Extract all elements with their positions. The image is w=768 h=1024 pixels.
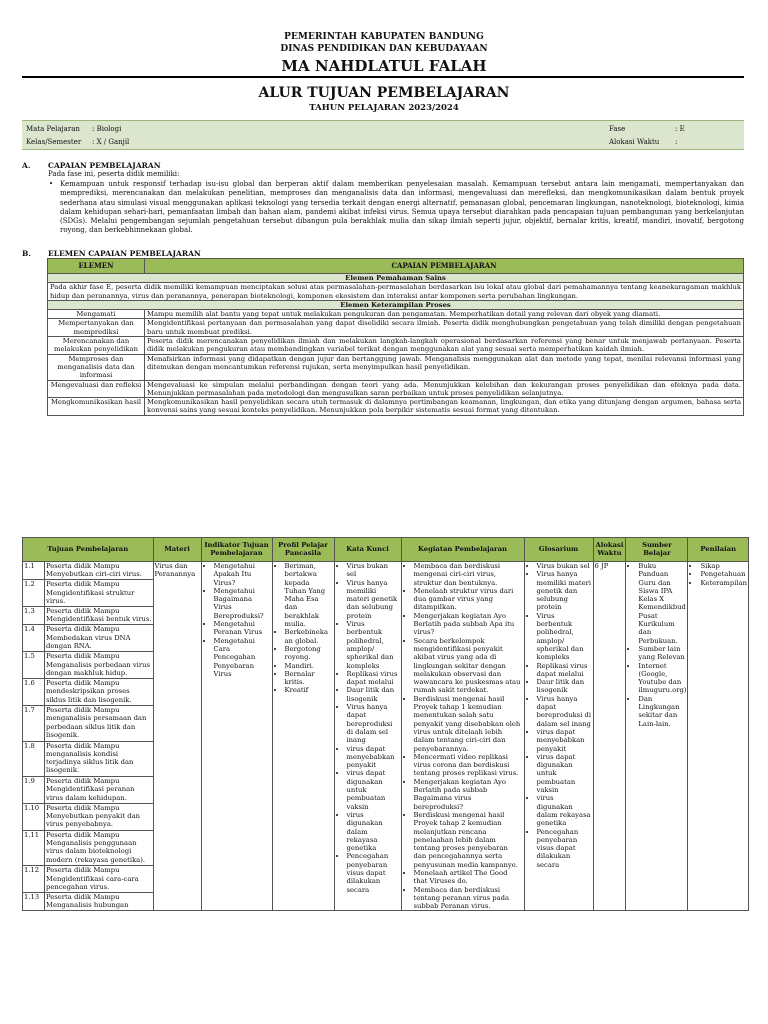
header-department: DINAS PENDIDIKAN DAN KEBUDAYAAN: [280, 44, 488, 54]
profil-item: • Berkebineka an global.: [285, 628, 333, 645]
sumber-item: • Internet (Google, Youtube dan ilmuguru.org): [638, 662, 686, 695]
materi-cell: Virus dan Peranannya: [153, 562, 201, 911]
tujuan-number: 1.5: [23, 652, 45, 679]
tujuan-number: 1.7: [23, 706, 45, 741]
tp-header-glosarium: Glosarium: [524, 538, 593, 562]
indikator-cell: [201, 562, 272, 911]
tujuan-text: Peserta didik Mampu menganalisis kondisi terjadinya siklus litik dan lisogenik.: [45, 741, 154, 776]
kata-kunci-item: • Virus hanya memiliki materi genetik dan selubung protein: [347, 579, 400, 620]
tujuan-text: Peserta didik Mampu menganalisis persamaan dan perbedaan siklus litik dan lisogenik.: [45, 706, 154, 741]
table-row: [48, 354, 744, 380]
fase-label: Fase: [609, 125, 626, 133]
glosarium-item: • Replikasi virus dapat melalui: [537, 662, 592, 679]
indikator-item: • Mengetahui Apakah Itu Virus?: [214, 562, 271, 587]
section-b-title: ELEMEN CAPAIAN PEMBELAJARAN: [48, 249, 201, 258]
indikator-item: • Mengetahui Bagaimana Virus Bereproduksi?: [214, 587, 271, 620]
glosarium-cell: [524, 562, 593, 911]
capaian-col-header: CAPAIAN PEMBELAJARAN: [145, 259, 744, 274]
sumber-item: • Sumber lain yang Relevan: [638, 645, 686, 662]
kata-kunci-item: • Replikasi virus dapat melalui: [347, 670, 400, 687]
glosarium-item: • Daur litik dan lisogenik: [537, 678, 592, 695]
header-school-name: MA NAHDLATUL FALAH: [281, 57, 487, 75]
penilaian-list: [689, 562, 747, 587]
profil-cell: [272, 562, 334, 911]
capaian-cell: Peserta didik merencanakan penyelidikan ilmiah dan melakukan langkah-langkah operasional berdasarkan referensi yang benar untuk menjawab pertanyaan. Peserta didik melakukan pengukuran atau membandingkan variabel terikat dengan menggunakan alat yang sesuai serta memperhatikan kaidah ilmiah.: [145, 337, 744, 355]
proses-title: Elemen Keterampilan Proses: [48, 300, 744, 309]
tp-header-kata-kunci: Kata Kunci: [334, 538, 401, 562]
profil-item: • Bergotong royong.: [285, 645, 333, 662]
kata-kunci-item: • Pencegahan penyebaran visus dapat dilakukan secara: [347, 852, 400, 893]
tp-header-indikator: Indikator Tujuan Pembelajaran: [201, 538, 272, 562]
profil-item: • Kreatif: [285, 686, 333, 694]
glosarium-item: • Virus bukan sel: [537, 562, 592, 570]
section-a-intro: Pada fase ini, peserta didik memiliki:: [48, 170, 180, 178]
profil-item: • Beriman, bertakwa kepada Tuhan Yang Maha Esa dan berakhlak mulia.: [285, 562, 333, 628]
glosarium-item: • Virus hanya memiliki materi genetik dan selubung protein: [537, 570, 592, 611]
document-title: ALUR TUJUAN PEMBELAJARAN: [258, 85, 510, 101]
elemen-cell: Merencanakan dan melakukan penyelidikan: [48, 337, 145, 355]
kegiatan-item: • Mengerjakan kegiatan Ayo Berlatih pada subbab Apa itu virus?: [414, 612, 523, 637]
tujuan-number: 1.10: [23, 803, 45, 830]
fase-value: : E: [675, 125, 685, 133]
kegiatan-cell: [401, 562, 524, 911]
glosarium-list: [526, 562, 592, 869]
glosarium-item: • virus dapat menyebabkan penyakit: [537, 728, 592, 753]
table-row: [48, 380, 744, 398]
tujuan-text: Peserta didik Mampu Mengidentifikasi cara-cara pencegahan virus.: [45, 866, 154, 893]
tujuan-text: Peserta didik Mampu Menganalisis hubungan: [45, 893, 154, 911]
tp-header-alokasi: Alokasi Waktu: [593, 538, 626, 562]
kegiatan-item: • Membaca dan berdiskusi mengenai ciri-ciri virus, struktur dan bentuknya.: [414, 562, 523, 587]
glosarium-item: • Pencegahan penyebaran visus dapat dilakukan secara: [537, 828, 592, 869]
indikator-item: • Mengetahui Peranan Virus: [214, 620, 271, 637]
capaian-cell: Menafsirkan informasi yang didapatkan dengan jujur dan bertanggung jawab. Menganalisis menggunakan alat dan metode yang tepat, menilai relevansi informasi yang ditemukan dengan mencantumkan referensi rujukan, serta menyimpulkan hasil penyelidikan.: [145, 354, 744, 380]
table-row: [48, 337, 744, 355]
section-a-bullet: [49, 180, 744, 236]
alokasi-cell: 6 JP: [593, 562, 626, 911]
alokasi-value: :: [675, 138, 678, 146]
section-a-bullet-text: Kemampuan untuk responsif terhadap isu-isu global dan berperan aktif dalam memberikan penyelesaian masalah. Kemampuan tersebut antara lain mengamati, mempertanyakan dan memprediksi, merencanakan dan melakukan penelitian, memproses dan menganalisis data dan informasi, mengevaluasi dan merefleksi, dan mengkomunikasikan dalam bentuk proyek sederhana atau simulasi visual menggunakan aplikasi teknologi yang tersedia terkait dengan energi alternatif, pemanasan global, pencemaran lingkungan, nanoteknologi, bioteknologi, kimia dalam kehidupan sehari-hari, pemanfaatan limbah dan bahan alam, pandemi akibat infeksi virus. Semua upaya tersebut diarahkan pada pencapaian tujuan pembangunan yang berkelanjutan (SDGs). Melalui pengembangan sejumlah pengetahuan tersebut dibangun pula berakhlak mulia dan sikap ilmiah seperti jujur, objektif, bernalar kritis, kreatif, mandiri, inovatif, bergotong royong, dan berkebhinnekaan global.: [60, 180, 744, 235]
tujuan-text: Peserta didik Mampu Mengidentifikasi peranan virus dalam kehidupan.: [45, 777, 154, 804]
kegiatan-item: • Menelaah artikel The Good that Viruses do.: [414, 869, 523, 886]
kegiatan-item: • Berdiskusi mengenai hasil Proyek tahap 1 kemudian menentukan salah satu penyakit yang disebabkan oleh virus untuk ditelaah lebih dalam tentang ciri-ciri dan penyebarannya.: [414, 695, 523, 753]
alokasi-label: Alokasi Waktu: [609, 138, 660, 146]
elemen-cell: Mengkomunikasikan hasil: [48, 398, 145, 416]
tujuan-number: 1.9: [23, 777, 45, 804]
kegiatan-item: • Secara berkelompok mengidentifikasi penyakit akibat virus yang ada di lingkungan sekitar dengan melakukan observasi dan wawancara ke puskesmas atau rumah sakit terdekat.: [414, 637, 523, 695]
kata-kunci-item: • Daur litik dan lisogenik: [347, 686, 400, 703]
profil-item: • Bernalar kritis.: [285, 670, 333, 687]
kegiatan-item: • Membaca dan berdiskusi tentang peranan virus pada subbab Peranan virus.: [414, 886, 523, 911]
glosarium-item: • Virus hanya dapat bereproduksi di dalam sel inang: [537, 695, 592, 728]
kegiatan-list: [403, 562, 523, 910]
kelas-value: : X / Ganjil: [92, 138, 130, 146]
tp-header-materi: Materi: [153, 538, 201, 562]
penilaian-item: • Pengetahuan: [700, 570, 747, 578]
table-row: [48, 310, 744, 319]
tujuan-number: 1.1: [23, 562, 45, 580]
tujuan-number: 1.2: [23, 580, 45, 607]
tp-header-sumber: Sumber Belajar: [626, 538, 688, 562]
tujuan-text: Peserta didik Mampu Menyebutkan penyakit dan virus penyebabnya.: [45, 803, 154, 830]
kelas-label: Kelas/Semester: [26, 138, 82, 146]
tujuan-text: Peserta didik Mampu Membedakan virus DNA dengan RNA.: [45, 625, 154, 652]
tp-header-profil: Profil Pelajar Pancasila: [272, 538, 334, 562]
glosarium-item: • virus digunakan dalam rekayasa genetika: [537, 794, 592, 827]
profil-list: [274, 562, 333, 695]
capaian-cell: Mengkomunikasikan hasil penyelidikan secara utuh termasuk di dalamnya pertimbangan keamanan, lingkungan, dan etika yang ditunjang dengan argumen, bahasa serta konvensi sains yang sesuai konteks penyelidikan. Menunjukkan pola berpikir sistematis sesuai format yang ditentukan.: [145, 398, 744, 416]
tp-header-penilaian: Penilaian: [688, 538, 749, 562]
glosarium-item: • Virus berbentuk polihedral, amplop/ spherikal dan kompleks: [537, 612, 592, 662]
sumber-list: [627, 562, 686, 728]
kegiatan-item: • Mencermati video replikasi virus corona dan berdiskusi tentang proses replikasi virus.: [414, 753, 523, 778]
kata-kunci-item: • Virus hanya dapat bereproduksi di dalam sel inang: [347, 703, 400, 744]
profil-item: • Mandiri.: [285, 662, 333, 670]
kata-kunci-item: • Virus berbentuk polihedral, amplop/ spherikal dan kompleks: [347, 620, 400, 670]
kata-kunci-cell: [334, 562, 401, 911]
elemen-table: [47, 258, 744, 416]
kata-kunci-item: • Virus bukan sel: [347, 562, 400, 579]
tujuan-text: Peserta didik Mampu Mengidentifikasi bentuk virus.: [46, 607, 152, 624]
elemen-cell: Mengamati: [48, 310, 145, 319]
tujuan-text: Peserta didik Mampu Menganalisis perbedaan virus dengan makhluk hidup.: [45, 652, 154, 679]
tujuan-text: Peserta didik Mampu Menyebutkan ciri-ciri virus.: [45, 562, 154, 580]
mapel-value: : Biologi: [92, 125, 122, 133]
kata-kunci-item: • virus dapat menyebabkan penyakit: [347, 745, 400, 770]
table-row: [23, 562, 749, 580]
tujuan-number: 1.11: [23, 830, 45, 865]
elemen-cell: Memproses dan menganalisis data dan informasi: [48, 354, 145, 380]
penilaian-cell: [688, 562, 749, 911]
capaian-cell: Mampu memilih alat bantu yang tepat untuk melakukan pengukuran dan pengamatan. Memperhatikan detail yang relevan dari obyek yang diamati.: [145, 310, 744, 319]
header-government: PEMERINTAH KABUPATEN BANDUNG: [284, 32, 484, 42]
penilaian-item: • Sikap: [700, 562, 747, 570]
tujuan-text: Peserta didik Mampu mendeskripsikan proses siklus litik dan lisogenik.: [45, 679, 154, 706]
section-a-title: CAPAIAN PEMBELAJARAN: [48, 161, 161, 170]
kegiatan-item: • Berdiskusi mengenai hasil Proyek tahap 2 kemudian melanjutkan rencana penelaahan lebih dalam tentang proses penyebaran dan pencegahannya serta penyusunan media kampanye.: [414, 811, 523, 869]
capaian-cell: Mengidentifikasi pertanyaan dan permasalahan yang dapat diselidiki secara ilmiah. Peserta didik menghubungkan pengetahuan yang telah dimiliki dengan pengetahuan baru untuk membuat prediksi.: [145, 319, 744, 337]
kata-kunci-item: • virus digunakan dalam rekayasa genetika: [347, 811, 400, 852]
tp-header-kegiatan: Kegiatan Pembelajaran: [401, 538, 524, 562]
sumber-item: • Dan Lingkungan sekitar dan Lain-lain.: [638, 695, 686, 728]
kata-kunci-list: [336, 562, 400, 894]
pemahaman-text: Pada akhir fase E, peserta didik memiliki kemampuan menciptakan solusi atas permasalahan-permasalahan berdasarkan isu lokal atau global dari pemahamannya tentang keanekaragaman makhluk hidup dan peranannya, virus dan peranannya, penerapan bioteknologi, komponen ekosistem dan interaksi antar komponen serta perubahan lingkungan.: [48, 283, 744, 301]
tujuan-text: Peserta didik Mampu Menganalisis penggunaan virus dalam bioteknologi modern (rekayasa genetika).: [45, 830, 154, 865]
kegiatan-item: • Menelaah struktur virus dari dua gambar virus yang ditampilkan.: [414, 587, 523, 612]
elemen-cell: Mengevaluasi dan refleksi: [48, 380, 145, 398]
tujuan-number: 1.8: [23, 741, 45, 776]
tujuan-number: 1.13: [23, 893, 45, 911]
section-b-letter: B.: [22, 249, 31, 258]
indikator-item: • Mengetahui Cara Pencegahan Penyebaran Virus: [214, 637, 271, 678]
bullet-icon: •: [49, 180, 54, 188]
tujuan-number: 1.4: [23, 625, 45, 652]
sumber-cell: [626, 562, 688, 911]
elemen-cell: Mempertanyakan dan memprediksi: [48, 319, 145, 337]
section-a-letter: A.: [22, 161, 31, 170]
capaian-cell: Mengevaluasi ke simpulan melalui perbandingan dengan teori yang ada. Menunjukkan kelebihan dan kekurangan proses penyelidikan dan efeknya pada data. Menunjukkan permasalahan pada metodologi dan mengusulkan saran perbaikan untuk proses penyelidikan selanjutnya.: [145, 380, 744, 398]
tujuan-number: 1.12: [23, 866, 45, 893]
tp-header-tujuan: Tujuan Pembelajaran: [23, 538, 154, 562]
table-row: [48, 398, 744, 416]
sumber-item: • Buku Panduan Guru dan Siswa IPA Kelas X Kemendikbud Pusat Kurikulum dan Perbukuan.: [638, 562, 686, 645]
penilaian-item: • Keterampilan: [700, 579, 747, 587]
table-row: [48, 319, 744, 337]
pemahaman-title: Elemen Pemahaman Sains: [48, 274, 744, 283]
indikator-list: [203, 562, 271, 678]
tujuan-text: Peserta didik Mampu Mengidentifikasi struktur virus.: [45, 580, 154, 607]
info-bar: [22, 120, 744, 150]
kegiatan-item: • Mengerjakan kegiatan Ayo Berlatih pada subbab Bagaimana virus bereproduksi?: [414, 778, 523, 811]
tujuan-pembelajaran-table: [22, 537, 749, 911]
header-divider: [22, 76, 744, 78]
academic-year: TAHUN PELAJARAN 2023/2024: [309, 103, 459, 113]
kata-kunci-item: • virus dapat digunakan untuk pembuatan vaksin: [347, 769, 400, 810]
glosarium-item: • virus dapat digunakan untuk pembuatan vaksin: [537, 753, 592, 794]
elemen-col-header: ELEMEN: [48, 259, 145, 274]
tujuan-number: 1.3: [23, 607, 45, 625]
mapel-label: Mata Pelajaran: [26, 125, 80, 133]
tujuan-number: 1.6: [23, 679, 45, 706]
